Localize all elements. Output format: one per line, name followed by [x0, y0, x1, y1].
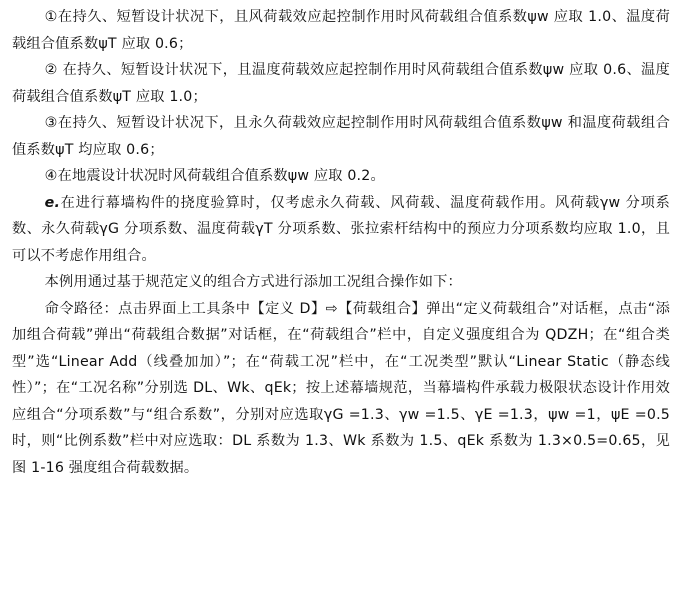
paragraph-3-text: ③在持久、短暂设计状况下，且永久荷载效应起控制作用时风荷载组合值系数ψw 和温度荷载组合值系数ψT 均应取 0.6；	[12, 115, 670, 158]
paragraph-7	[12, 296, 670, 482]
paragraph-5	[12, 190, 670, 270]
paragraph-6	[12, 269, 670, 296]
paragraph-5-lead: e.	[44, 194, 61, 211]
paragraph-6-text: 本例用通过基于规范定义的组合方式进行添加工况组合操作如下：	[44, 274, 462, 290]
paragraph-2	[12, 57, 670, 110]
paragraph-1-text: ①在持久、短暂设计状况下，且风荷载效应起控制作用时风荷载组合值系数ψw 应取 1.0、温度荷载组合值系数ψT 应取 0.6；	[12, 9, 670, 52]
paragraph-4-text: ④在地震设计状况时风荷载组合值系数ψw 应取 0.2。	[44, 168, 385, 184]
paragraph-3	[12, 110, 670, 163]
paragraph-7-text: 命令路径：点击界面上工具条中【定义 D】⇨【荷载组合】弹出“定义荷载组合”对话框，点击“添加组合荷载”弹出“荷载组合数据”对话框，在“荷载组合”栏中，自定义强度组合为 QDZH；在“组合类型”选“Linear Add（线叠加加）”；在“荷载工况”栏中，在“工况类型”默认“Linear Static（静态线性）”；在“工况名称”分别选 DL、Wk、qEk；按上述幕墙规范，当幕墙构件承载力极限状态设计作用效应组合“分项系数”与“组合系数”，分别对应选取γG =1.3、γw =1.5、γE =1.3，ψw =1，ψE =0.5 时，则“比例系数”栏中对应选取：DL 系数为 1.3、Wk 系数为 1.5、qEk 系数为 1.3×0.5=0.65，见图 1-16 强度组合荷载数据。	[12, 300, 670, 476]
paragraph-1	[12, 4, 670, 57]
paragraph-4	[12, 163, 670, 190]
paragraph-2-text: ② 在持久、短暂设计状况下，且温度荷载效应起控制作用时风荷载组合值系数ψw 应取 0.6、温度荷载组合值系数ψT 应取 1.0；	[12, 62, 670, 105]
paragraph-5-text: 在进行幕墙构件的挠度验算时，仅考虑永久荷载、风荷载、温度荷载作用。风荷载γw 分项系数、永久荷载γG 分项系数、温度荷载γT 分项系数、张拉索杆结构中的预应力分项系数均应取 1.0，且可以不考虑作用组合。	[12, 194, 670, 264]
